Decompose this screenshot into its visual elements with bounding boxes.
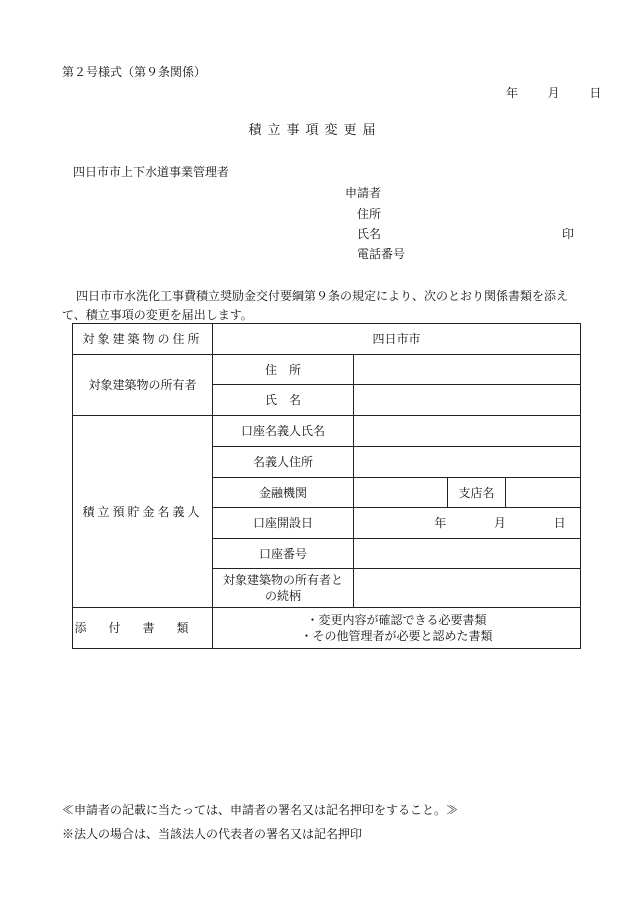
- open-date-month-label: 月: [493, 516, 506, 530]
- account-number-label: 口座番号: [213, 539, 354, 569]
- addressee: 四日市市上下水道事業管理者: [73, 165, 230, 179]
- seal-mark: 印: [562, 227, 575, 241]
- owner-address-field[interactable]: [354, 355, 581, 385]
- owner-name-field[interactable]: [354, 385, 581, 416]
- financial-institution-label: 金融機関: [213, 478, 354, 508]
- account-holder-name-label: 口座名義人氏名: [213, 416, 354, 447]
- notes: [62, 798, 458, 846]
- date-year-label: 年: [506, 86, 519, 100]
- date-header: [506, 87, 601, 99]
- note-signature: ≪申請者の記載に当たっては、申請者の署名又は記名押印をすること。≫: [62, 803, 459, 817]
- account-holder-name-field[interactable]: [354, 416, 581, 447]
- attachments-list: [213, 608, 581, 649]
- body-text: [62, 287, 582, 325]
- form-number: 第２号様式（第９条関係）: [62, 65, 207, 79]
- table-row: [73, 324, 581, 355]
- change-form-table: [72, 323, 581, 649]
- applicant-phone-label: 電話番号: [357, 247, 406, 261]
- open-date-day-label: 日: [553, 516, 566, 530]
- applicant-address-label: 住所: [357, 207, 382, 221]
- account-number-field[interactable]: [354, 539, 581, 569]
- attachment-item-2: ・その他管理者が必要と認めた書類: [300, 629, 493, 643]
- building-address-value[interactable]: 四日市市: [213, 324, 581, 355]
- applicant-label: 申請者: [345, 186, 382, 200]
- owner-name-label: 氏 名: [213, 385, 354, 416]
- applicant-name-label: 氏名: [357, 227, 382, 241]
- account-open-date-label: 口座開設日: [213, 508, 354, 539]
- depositor-label: 積立預貯金名義人: [73, 416, 213, 608]
- table-row: [73, 355, 581, 385]
- owner-label: 対象建築物の所有者: [73, 355, 213, 416]
- table-row: [73, 416, 581, 447]
- date-month-label: 月: [547, 86, 560, 100]
- attachment-item-1: ・変更内容が確認できる必要書類: [306, 613, 487, 627]
- date-day-label: 日: [589, 86, 602, 100]
- relationship-field[interactable]: [354, 569, 581, 608]
- holder-address-field[interactable]: [354, 447, 581, 478]
- open-date-year-label: 年: [434, 516, 447, 530]
- account-open-date-field[interactable]: [354, 508, 581, 539]
- owner-address-label: 住 所: [213, 355, 354, 385]
- relationship-label-line2: の続柄: [264, 589, 301, 603]
- branch-name-label: 支店名: [448, 478, 506, 508]
- body-text-line2: て、積立事項の変更を届出します。: [62, 308, 253, 322]
- building-address-label: 対象建築物の住所: [73, 324, 213, 355]
- holder-address-label: 名義人住所: [213, 447, 354, 478]
- relationship-label-line1: 対象建築物の所有者と: [222, 573, 343, 587]
- relationship-label: [213, 569, 354, 608]
- document-title: 積立事項変更届: [248, 123, 382, 138]
- body-text-line1: 四日市市水洗化工事費積立奨励金交付要綱第９条の規定により、次のとおり関係書類を添え: [76, 289, 569, 303]
- attachments-label: 添付書類: [73, 608, 213, 649]
- table-row: [73, 608, 581, 649]
- note-corporation: ※法人の場合は、当該法人の代表者の署名又は記名押印: [62, 827, 363, 841]
- branch-name-field[interactable]: [506, 478, 581, 508]
- financial-institution-field[interactable]: [354, 478, 448, 508]
